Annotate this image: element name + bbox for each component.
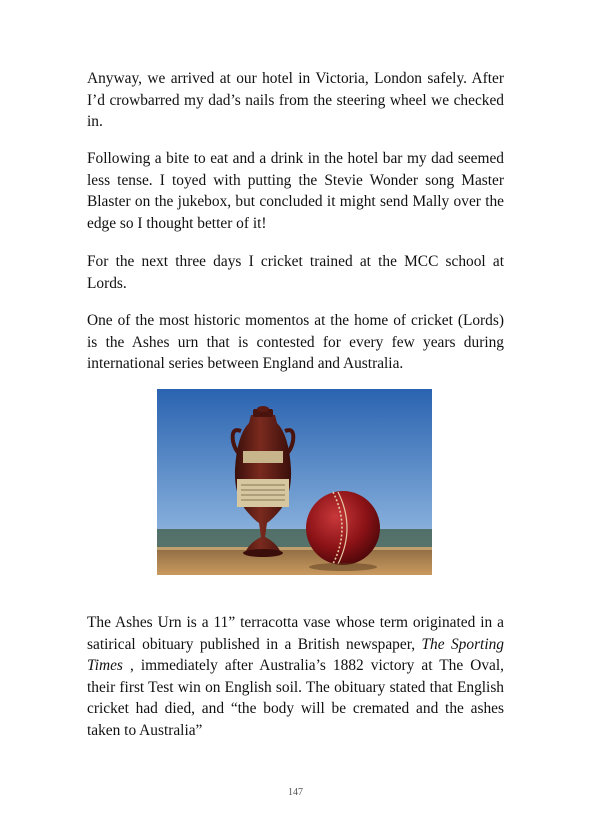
paragraph-hotel-arrival: Anyway, we arrived at our hotel in Victoria, London safely. After I’d crowbarred my dad’s nails from the steering wheel we checked in. [87, 70, 504, 130]
paragraph-ashes-urn: One of the most historic momentos at the home of cricket (Lords) is the Ashes urn that is contested for every few years during international series between England and Australia. [87, 312, 504, 372]
ashes-history-text-start: The Ashes Urn is a 11” terracotta vase whose term originated in a satirical obituary published in a British newspaper, [87, 614, 504, 653]
paragraph-ashes-history [87, 612, 504, 741]
ashes-urn-photo [157, 389, 432, 575]
page-number: 147 [288, 787, 303, 798]
newspaper-title: The Sporting Times [87, 635, 505, 674]
paragraph-mcc-training: For the next three days I cricket trained at the MCC school at Lords. [87, 253, 504, 292]
paragraph-hotel-bar: Following a bite to eat and a drink in the hotel bar my dad seemed less tense. I toyed with putting the Stevie Wonder song Master Blaster on the jukebox, but concluded it might send Mally over the edge so I thought better of it! [87, 150, 504, 232]
ashes-history-text-end: , immediately after Australia’s 1882 victory at The Oval, their first Test win on English soil. The obituary stated that English cricket had died, and “the body will be cremated and the ashes taken to Australia” [87, 657, 504, 739]
